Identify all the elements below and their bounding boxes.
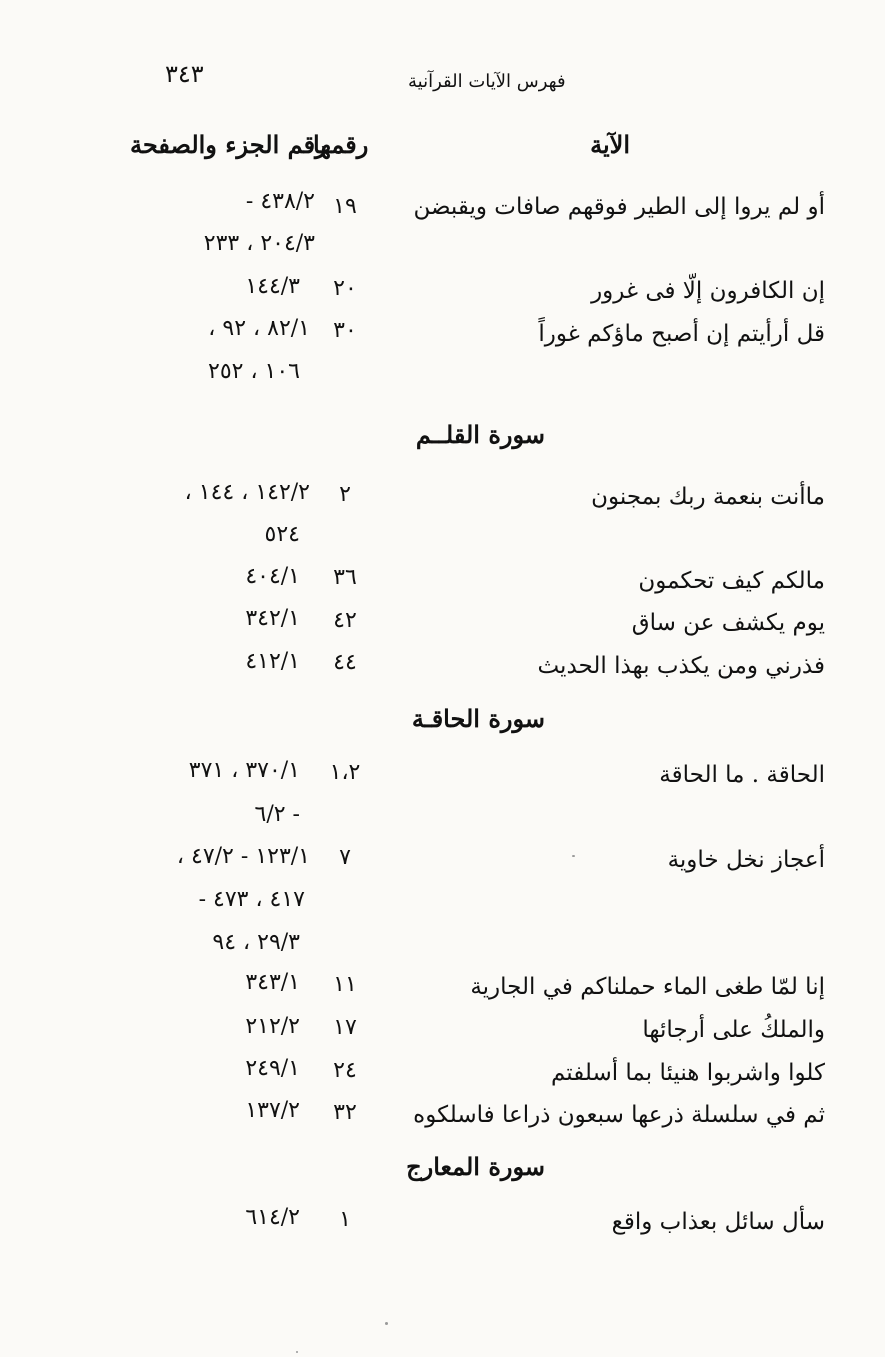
- reference-line: ١٢٣/١ - ٤٧/٢ ،: [176, 844, 310, 869]
- verse-text: والملكُ على أرجائها: [642, 1017, 825, 1043]
- reference-line: ٣٤٣/١: [245, 970, 300, 995]
- reference-line: ٣٧٠/١ ، ٣٧١: [188, 758, 300, 783]
- verse-text: إنا لمّا طغى الماء حملناكم في الجارية: [470, 974, 825, 1000]
- verse-text: الحاقة . ما الحاقة: [659, 762, 825, 788]
- verse-number: ١١: [333, 972, 357, 997]
- verse-text: ثم في سلسلة ذرعها سبعون ذراعا فاسلكوه: [413, 1102, 825, 1128]
- verse-number: ٢٤: [333, 1058, 357, 1083]
- column-header-reference: رقم الجزء والصفحة: [130, 130, 327, 159]
- verse-number: ١٧: [333, 1015, 357, 1040]
- reference-line: ٤١٧ ، ٤٧٣ -: [198, 887, 305, 912]
- verse-number: ٤٤: [333, 650, 357, 675]
- verse-text: قل أرأيتم إن أصبح ماؤكم غوراً: [538, 321, 825, 347]
- verse-number: ٢٠: [333, 276, 357, 301]
- verse-text: سأل سائل بعذاب واقع: [611, 1209, 825, 1235]
- scan-speck: [296, 1351, 298, 1353]
- verse-text: أو لم يروا إلى الطير فوقهم صافات ويقبضن: [413, 194, 825, 220]
- reference-line: ٥٢٤: [264, 522, 300, 547]
- verse-number: ٣٢: [333, 1100, 357, 1125]
- verse-text: إن الكافرون إلّا فى غرور: [591, 278, 825, 304]
- verse-text: يوم يكشف عن ساق: [631, 610, 825, 636]
- reference-line: ١٤٢/٢ ، ١٤٤ ،: [184, 480, 310, 505]
- verse-text: مالكم كيف تحكمون: [638, 568, 825, 594]
- verse-text: كلوا واشربوا هنيئا بما أسلفتم: [550, 1060, 825, 1086]
- scan-speck: [572, 855, 575, 857]
- surah-heading: سورة الحاقـة: [411, 704, 545, 733]
- reference-line: ٦١٤/٢: [245, 1205, 300, 1230]
- running-title: فهرس الآيات القرآنية: [408, 71, 566, 92]
- surah-heading: سورة المعارج: [406, 1152, 545, 1181]
- verse-number: ٤٢: [333, 608, 357, 633]
- page-number: ٣٤٣: [165, 60, 204, 88]
- verse-text: فذرني ومن يكذب بهذا الحديث: [537, 653, 825, 679]
- verse-number: ٢: [339, 482, 351, 507]
- verse-text: ماأنت بنعمة ربك بمجنون: [591, 484, 825, 510]
- verse-number: ١،٢: [329, 760, 361, 785]
- reference-line: ٢١٢/٢: [245, 1014, 300, 1039]
- reference-line: ٣٤٢/١: [245, 606, 300, 631]
- column-header-verse: الآية: [590, 130, 630, 159]
- reference-line: ٢٤٩/١: [245, 1056, 300, 1081]
- reference-line: ١٣٧/٢: [245, 1098, 300, 1123]
- verse-text: أعجاز نخل خاوية: [667, 847, 825, 873]
- reference-line: ١٠٦ ، ٢٥٢: [208, 359, 300, 384]
- surah-heading: سورة القلــم: [415, 420, 545, 449]
- verse-number: ٣٠: [333, 318, 357, 343]
- verse-number: ٧: [339, 845, 351, 870]
- reference-line: ١٤٤/٣: [245, 274, 300, 299]
- reference-line: ٨٢/١ ، ٩٢ ،: [208, 316, 310, 341]
- reference-line: ٤١٢/١: [245, 649, 300, 674]
- reference-line: - ٦/٢: [254, 802, 300, 827]
- reference-line: ٢٩/٣ ، ٩٤: [212, 930, 300, 955]
- reference-line: ٤٠٤/١: [245, 564, 300, 589]
- column-header-number: رقمها: [313, 130, 369, 159]
- reference-line: ٤٣٨/٢ -: [245, 189, 315, 214]
- reference-line: ٢٠٤/٣ ، ٢٣٣: [203, 231, 315, 256]
- verse-number: ١٩: [333, 194, 357, 219]
- verse-number: ٣٦: [333, 565, 357, 590]
- verse-number: ١: [339, 1207, 351, 1232]
- scan-speck: [385, 1322, 388, 1325]
